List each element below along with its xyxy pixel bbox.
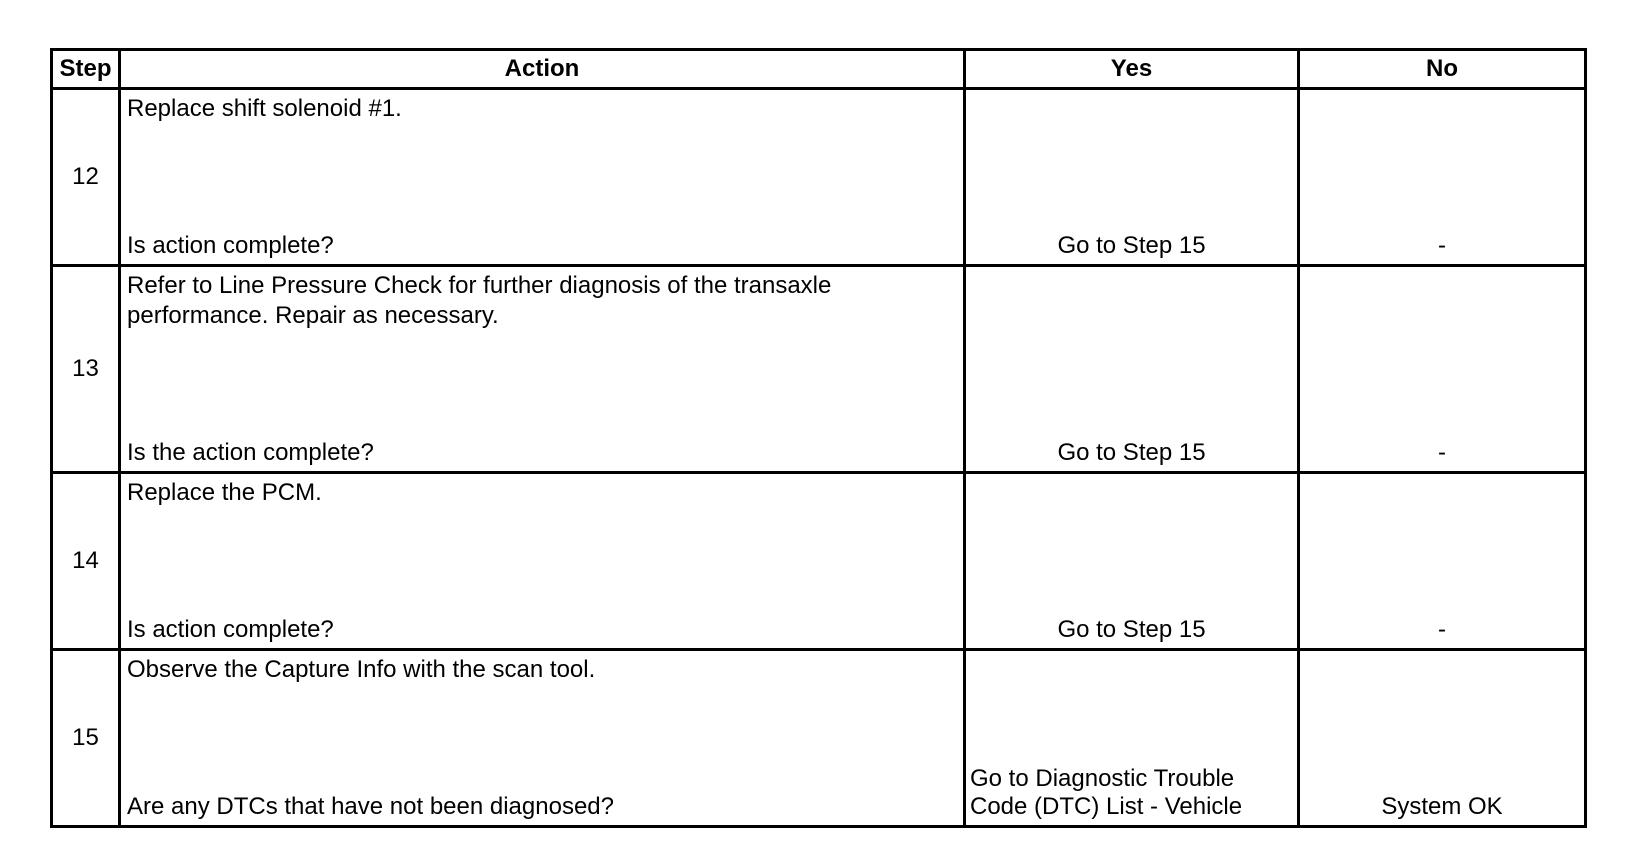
no-cell: [1299, 650, 1586, 827]
header-no: No: [1299, 50, 1586, 89]
question-text: Are any DTCs that have not been diagnosed?: [127, 793, 614, 820]
no-result: -: [1438, 439, 1446, 466]
no-result: System OK: [1381, 793, 1503, 820]
step-number: 12: [52, 89, 120, 266]
action-text: Refer to Line Pressure Check for further diagnosis of the transaxle performance. Repair as necessary.: [127, 272, 832, 329]
table-row: [52, 473, 1586, 650]
yes-cell: [965, 266, 1299, 473]
step-number: 14: [52, 473, 120, 650]
table-header-row: [52, 50, 1586, 89]
table-row: [52, 266, 1586, 473]
no-result: -: [1438, 616, 1446, 643]
question-text: Is the action complete?: [127, 439, 374, 466]
no-cell: [1299, 89, 1586, 266]
action-cell: [120, 266, 965, 473]
yes-result: Go to Diagnostic Trouble Code (DTC) List - Vehicle: [970, 765, 1243, 820]
action-cell: [120, 473, 965, 650]
action-text: Replace the PCM.: [127, 479, 322, 506]
action-cell: [120, 650, 965, 827]
table-row: [52, 650, 1586, 827]
no-cell: [1299, 266, 1586, 473]
step-number: 15: [52, 650, 120, 827]
diagnostic-table: [50, 48, 1587, 828]
yes-result: Go to Step 15: [1057, 439, 1206, 466]
yes-cell: [965, 473, 1299, 650]
yes-result: Go to Step 15: [1057, 232, 1206, 259]
no-result: -: [1438, 232, 1446, 259]
yes-result: Go to Step 15: [1057, 616, 1206, 643]
question-text: Is action complete?: [127, 616, 334, 643]
step-number: 13: [52, 266, 120, 473]
action-cell: [120, 89, 965, 266]
action-text: Replace shift solenoid #1.: [127, 95, 402, 122]
header-step: Step: [52, 50, 120, 89]
table-row: [52, 89, 1586, 266]
yes-cell: [965, 650, 1299, 827]
header-action: Action: [120, 50, 965, 89]
no-cell: [1299, 473, 1586, 650]
header-yes: Yes: [965, 50, 1299, 89]
action-text: Observe the Capture Info with the scan tool.: [127, 656, 596, 683]
question-text: Is action complete?: [127, 232, 334, 259]
yes-cell: [965, 89, 1299, 266]
